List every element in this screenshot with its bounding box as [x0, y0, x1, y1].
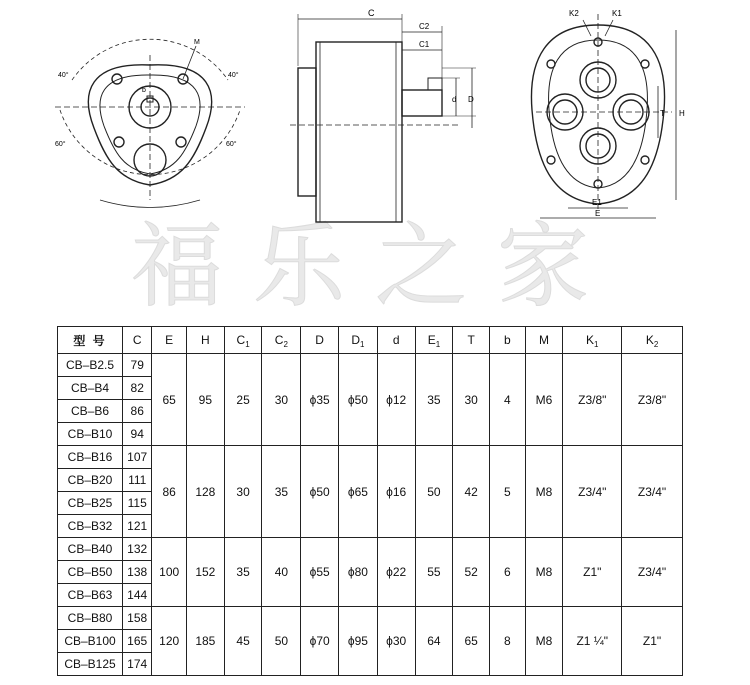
k1-value-cell: Z1" [563, 538, 622, 607]
c-dim-label: C [368, 8, 375, 18]
h-value-cell: 95 [186, 354, 224, 446]
table-header-row [58, 327, 683, 354]
side-view [290, 14, 476, 222]
h-value-cell: 185 [186, 607, 224, 676]
c-value-cell: 94 [123, 423, 152, 446]
t-value-cell: 52 [453, 538, 490, 607]
table-row [58, 607, 683, 630]
c-value-cell: 144 [123, 584, 152, 607]
column-header-b: b [490, 327, 526, 354]
watermark-text: 福乐之家 [130, 216, 620, 318]
d-value-cell: ϕ22 [377, 538, 415, 607]
angle-label-bottom-right: 60° [226, 141, 237, 148]
column-header-k1: $K_1$ [563, 327, 622, 354]
c-value-cell: 86 [123, 400, 152, 423]
e1-value-cell: 64 [415, 607, 453, 676]
e1-label: E1 [592, 198, 602, 207]
t-value-cell: 65 [453, 607, 490, 676]
angle-label-top-right: 40° [228, 72, 239, 79]
model-cell: CB–B40 [58, 538, 123, 561]
b-label: b [142, 87, 146, 94]
rear-view [531, 14, 676, 218]
model-cell: CB–B20 [58, 469, 123, 492]
k2-value-cell: Z3/4" [622, 538, 683, 607]
d-value-cell: ϕ12 [377, 354, 415, 446]
h-value-cell: 152 [186, 538, 224, 607]
m-label: M [194, 39, 200, 46]
c1-value-cell: 45 [224, 607, 262, 676]
e-value-cell: 120 [152, 607, 187, 676]
t-label: T [660, 109, 665, 118]
model-cell: CB–B80 [58, 607, 123, 630]
spec-table [57, 326, 683, 676]
model-cell: CB–B25 [58, 492, 123, 515]
k1-value-cell: Z1 ¼" [563, 607, 622, 676]
b-value-cell: 6 [490, 538, 526, 607]
b-value-cell: 8 [490, 607, 526, 676]
c-value-cell: 115 [123, 492, 152, 515]
t-value-cell: 42 [453, 446, 490, 538]
c-value-cell: 138 [123, 561, 152, 584]
column-header-c: C [123, 327, 152, 354]
c-value-cell: 82 [123, 377, 152, 400]
d-value-cell: ϕ55 [301, 538, 339, 607]
column-header-k2: $K_2$ [622, 327, 683, 354]
table-row [58, 354, 683, 377]
front-view [55, 39, 245, 207]
column-header-h: H [186, 327, 224, 354]
c2-value-cell: 40 [262, 538, 301, 607]
model-cell: CB–B63 [58, 584, 123, 607]
m-value-cell: M8 [525, 607, 563, 676]
e1-value-cell: 35 [415, 354, 453, 446]
c-value-cell: 111 [123, 469, 152, 492]
e1-value-cell: 50 [415, 446, 453, 538]
table-row [58, 446, 683, 469]
c-value-cell: 158 [123, 607, 152, 630]
k2-value-cell: Z3/4" [622, 446, 683, 538]
column-header-d: d [377, 327, 415, 354]
e-value-cell: 65 [152, 354, 187, 446]
k2-value-cell: Z3/8" [622, 354, 683, 446]
model-cell: CB–B2.5 [58, 354, 123, 377]
model-cell: CB–B100 [58, 630, 123, 653]
e-value-cell: 86 [152, 446, 187, 538]
model-cell: CB–B4 [58, 377, 123, 400]
column-header-c2: $C_2$ [262, 327, 301, 354]
column-header-t: T [453, 327, 490, 354]
e-label: E [595, 209, 601, 218]
d-dim-label: d [452, 95, 457, 104]
c-value-cell: 165 [123, 630, 152, 653]
k2-value-cell: Z1" [622, 607, 683, 676]
column-header-型号: 型 号 [58, 327, 123, 354]
b-value-cell: 5 [490, 446, 526, 538]
b-value-cell: 4 [490, 354, 526, 446]
column-header-d1: $D_1$ [339, 327, 378, 354]
k1-value-cell: Z3/8" [563, 354, 622, 446]
model-cell: CB–B16 [58, 446, 123, 469]
c1-value-cell: 25 [224, 354, 262, 446]
k2-label: K2 [569, 9, 579, 18]
angle-label-bottom-left: 60° [55, 141, 66, 148]
D-dim-label: D [468, 95, 474, 104]
e-value-cell: 100 [152, 538, 187, 607]
angle-label-top-left: 40° [58, 72, 69, 79]
c-value-cell: 132 [123, 538, 152, 561]
m-value-cell: M6 [525, 354, 563, 446]
c-value-cell: 174 [123, 653, 152, 676]
m-value-cell: M8 [525, 538, 563, 607]
c1-dim-label: C1 [419, 40, 430, 49]
column-header-e: E [152, 327, 187, 354]
k1-label: K1 [612, 9, 622, 18]
c1-value-cell: 35 [224, 538, 262, 607]
d-value-cell: ϕ50 [301, 446, 339, 538]
c1-value-cell: 30 [224, 446, 262, 538]
column-header-e1: $E_1$ [415, 327, 453, 354]
k1-value-cell: Z3/4" [563, 446, 622, 538]
d1-value-cell: ϕ50 [339, 354, 378, 446]
d-value-cell: ϕ30 [377, 607, 415, 676]
model-cell: CB–B6 [58, 400, 123, 423]
d-value-cell: ϕ16 [377, 446, 415, 538]
technical-drawing [0, 0, 750, 320]
d1-value-cell: ϕ80 [339, 538, 378, 607]
h-value-cell: 128 [186, 446, 224, 538]
c2-value-cell: 50 [262, 607, 301, 676]
table-row [58, 538, 683, 561]
c-value-cell: 79 [123, 354, 152, 377]
e1-value-cell: 55 [415, 538, 453, 607]
model-cell: CB–B32 [58, 515, 123, 538]
m-value-cell: M8 [525, 446, 563, 538]
c2-dim-label: C2 [419, 22, 430, 31]
c2-value-cell: 30 [262, 354, 301, 446]
column-header-m: M [525, 327, 563, 354]
t-value-cell: 30 [453, 354, 490, 446]
column-header-c1: $C_1$ [224, 327, 262, 354]
d-value-cell: ϕ70 [301, 607, 339, 676]
model-cell: CB–B10 [58, 423, 123, 446]
c2-value-cell: 35 [262, 446, 301, 538]
column-header-d: D [301, 327, 339, 354]
c-value-cell: 121 [123, 515, 152, 538]
d1-value-cell: ϕ65 [339, 446, 378, 538]
model-cell: CB–B50 [58, 561, 123, 584]
model-cell: CB–B125 [58, 653, 123, 676]
h-label: H [679, 109, 685, 118]
d1-value-cell: ϕ95 [339, 607, 378, 676]
d-value-cell: ϕ35 [301, 354, 339, 446]
c-value-cell: 107 [123, 446, 152, 469]
